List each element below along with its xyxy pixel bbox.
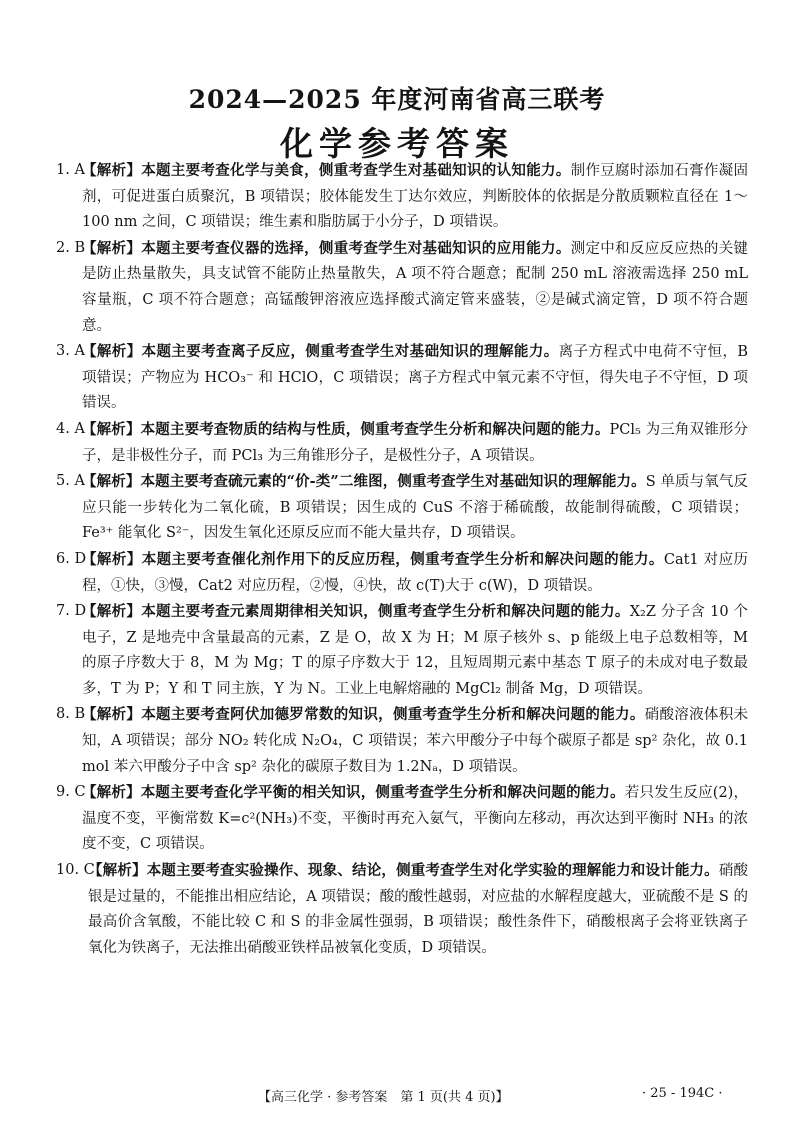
answer-number: 10. C <box>56 862 95 879</box>
analysis-tag: 【解析】 <box>82 343 142 361</box>
answer-item-10 <box>56 858 748 961</box>
answer-number: 7. D <box>56 603 87 620</box>
analysis-tag: 【解析】 <box>82 784 141 802</box>
answer-item-5 <box>56 469 748 547</box>
answer-body: 若只发生反应(2)，温度不变，平衡常数 K=c²(NH₃)不变，平衡时再充入氨气，平衡向左移动，再次达到平衡时 NH₃ 的浓度不变，C 项错误。 <box>82 785 749 853</box>
answer-lead: 本题主要考查化学平衡的相关知识，侧重考查学生分析和解决问题的能力。 <box>140 784 625 802</box>
answer-item-2 <box>56 236 748 339</box>
analysis-tag: 【解析】 <box>82 603 142 621</box>
answer-body: X₂Z 分子含 10 个电子，Z 是地壳中含量最高的元素，Z 是 O，故 X 为 H；M 原子核外 s、p 能级上电子总数相等，M 的原子序数大于 8，M 为 Mg；T 的原子序数大于 12，且短周期元素中基态 T 原子的未成对电子数最多，T 为 P；Y 和 T 同主族，Y 为 N。工业上电解熔融的 MgCl₂ 制备 Mg，D 项错误。 <box>82 604 749 697</box>
analysis-tag: 【解析】 <box>82 420 141 438</box>
footer-exam-code: · 25 - 194C · <box>642 1086 723 1101</box>
answer-list <box>56 158 748 961</box>
answer-lead: 本题主要考查离子反应，侧重考查学生对基础知识的理解能力。 <box>141 343 559 361</box>
answer-body: 硝酸溶液体积未知，A 项错误；部分 NO₂ 转化成 N₂O₄，C 项错误；苯六甲酸分子中每个碳原子都是 sp² 杂化，故 0.1 mol 苯六甲酸分子中含 sp² 杂化的碳原子数目为 1.2Nₐ，D 项错误。 <box>82 707 749 775</box>
answer-lead: 本题主要考查物质的结构与性质，侧重考查学生分析和解决问题的能力。 <box>140 420 610 438</box>
answer-number: 5. A <box>56 473 85 490</box>
answer-body: 制作豆腐时添加石膏作凝固剂，可促进蛋白质聚沉，B 项错误；胶体能发生丁达尔效应，判断胶体的依据是分散质颗粒直径在 1～100 nm 之间，C 项错误；维生素和脂肪属于小分子，D 项错误。 <box>82 163 749 231</box>
answer-item-3 <box>56 339 748 417</box>
analysis-tag: 【解析】 <box>82 706 142 724</box>
answer-body: 测定中和反应反应热的关键是防止热量散失，具支试管不能防止热量散失，A 项不符合题意；配制 250 mL 溶液需选择 250 mL 容量瓶，C 项不符合题意；高锰酸钾溶液应选择酸式滴定管来盛装，②是碱式滴定管，D 项不符合题意。 <box>82 240 749 334</box>
analysis-tag: 【解析】 <box>82 239 142 257</box>
answer-body: Cat1 对应历程，①快，③慢，Cat2 对应历程，②慢，④快，故 c(T)大于 c(W)，D 项错误。 <box>82 551 749 594</box>
answer-item-4 <box>56 417 748 469</box>
answer-item-6 <box>56 547 748 599</box>
answer-number: 2. B <box>56 239 86 256</box>
page-title: 化学参考答案 <box>280 124 514 163</box>
answer-lead: 本题主要考查硫元素的“价-类”二维图，侧重考查学生对基础知识的理解能力。 <box>140 473 646 491</box>
answer-body: PCl₅ 为三角双锥形分子，是非极性分子，而 PCl₃ 为三角锥形分子，是极性分子，A 项错误。 <box>82 421 749 464</box>
analysis-tag: 【解析】 <box>82 550 142 568</box>
answer-body: S 单质与氧气反应只能一步转化为二氧化硫，B 项错误；因生成的 CuS 不溶于稀硫酸，故能制得硫酸，C 项错误；Fe³⁺ 能氧化 S²⁻，因发生氧化还原反应而不能大量共存，D 项错误。 <box>82 474 749 542</box>
answer-number: 1. A <box>56 162 85 178</box>
answer-item-9 <box>56 780 748 858</box>
answer-body: 离子方程式中电荷不守恒，B 项错误；产物应为 HCO₃⁻ 和 HClO，C 项错误；离子方程式中氧元素不守恒，得失电子不守恒，D 项错误。 <box>82 344 749 412</box>
answer-number: 8. B <box>56 706 86 723</box>
answer-lead: 本题主要考查仪器的选择，侧重考查学生对基础知识的应用能力。 <box>141 239 571 257</box>
answer-number: 9. C <box>56 784 86 801</box>
answer-body: 硝酸银是过量的，不能推出相应结论，A 项错误；酸的酸性越弱，对应盐的水解程度越大，亚硫酸不是 S 的最高价含氧酸，不能比较 C 和 S 的非金属性强弱，B 项错误；酸性条件下，硝酸根离子会将亚铁离子氧化为铁离子，无法推出硝酸亚铁样品被氧化变质，D 项错误。 <box>88 863 749 956</box>
answer-item-8 <box>56 702 748 780</box>
exam-title: 2024—2025 年度河南省高三联考 <box>188 85 606 114</box>
answer-lead: 本题主要考查阿伏加德罗常数的知识，侧重考查学生分析和解决问题的能力。 <box>141 706 645 724</box>
answer-lead: 本题主要考查元素周期律相关知识，侧重考查学生分析和解决问题的能力。 <box>141 603 630 621</box>
answer-number: 6. D <box>56 550 87 567</box>
answer-number: 4. A <box>56 420 85 437</box>
footer-page-info: 【高三化学 · 参考答案 第 1 页(共 4 页)】 <box>258 1090 509 1105</box>
answer-item-1 <box>56 158 748 236</box>
answer-lead: 本题主要考查化学与美食，侧重考查学生对基础知识的认知能力。 <box>141 162 571 179</box>
analysis-tag: 【解析】 <box>88 862 147 880</box>
analysis-tag: 【解析】 <box>82 473 141 491</box>
answer-lead: 本题主要考查催化剂作用下的反应历程，侧重考查学生分析和解决问题的能力。 <box>141 550 664 568</box>
answer-lead: 本题主要考查实验操作、现象、结论，侧重考查学生对化学实验的理解能力和设计能力。 <box>146 862 719 880</box>
analysis-tag: 【解析】 <box>82 162 142 179</box>
answer-number: 3. A <box>56 343 85 360</box>
answer-item-7 <box>56 599 748 702</box>
